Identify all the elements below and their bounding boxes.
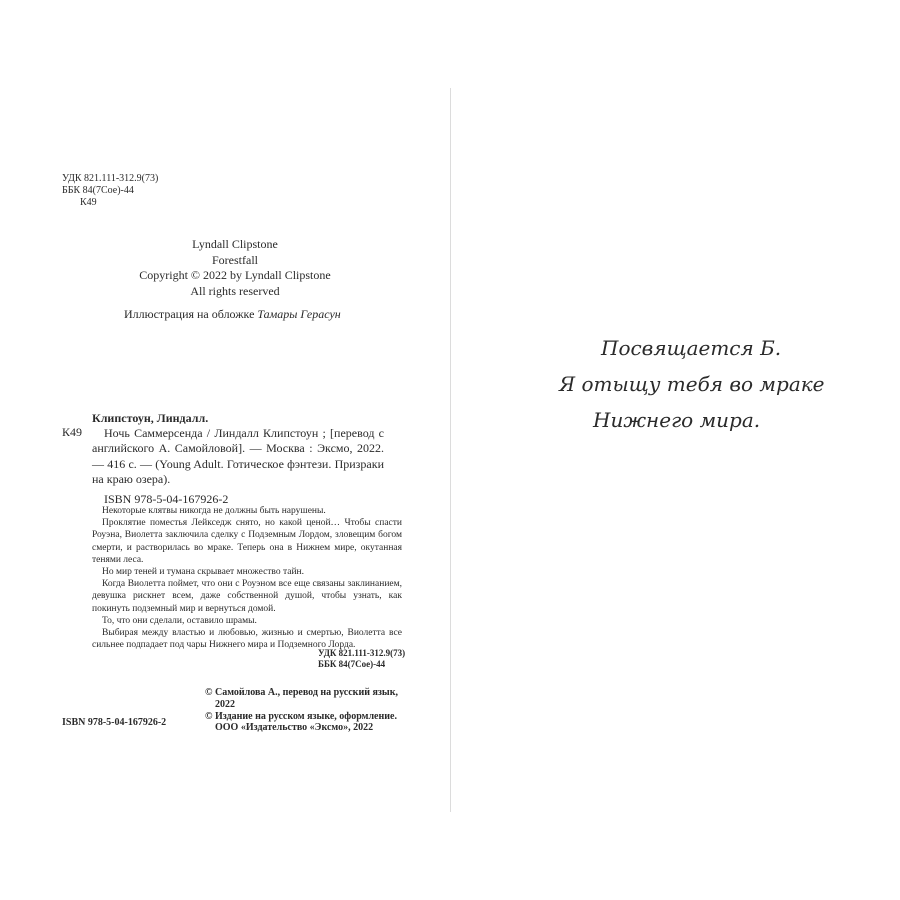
annotation-paragraph: Но мир теней и тумана скрывает множество тайн.	[102, 567, 305, 578]
annotation-paragraph: Выбирая между властью и любовью, жизнью и смертью, Виолетта все сильнее подпадает под чары Нижнего мира и Подземного Лорда.	[92, 628, 402, 651]
translation-copyright: © Самойлова А., перевод на русский язык, 2022	[205, 687, 398, 710]
udk-code: УДК 821.111-312.9(73)	[62, 173, 159, 184]
bbk-code-bottom: ББК 84(7Сое)-44	[318, 659, 386, 669]
dedication-line: Нижнего мира.	[593, 408, 761, 432]
catalog-author: Клипстоун, Линдалл.	[92, 411, 209, 425]
original-credits	[100, 237, 370, 299]
catalog-description: Ночь Саммерсенда / Линдалл Клипстоун ; [перевод с английского А. Самойловой]. — Москва : Эксмо, 2022. — 416 с. — (Young Adult. Готическое фэнтези. Призраки на краю озера).	[92, 426, 384, 486]
right-page	[451, 0, 900, 900]
classification-codes	[62, 173, 158, 209]
copyright-block	[205, 687, 420, 734]
original-title: Forestfall	[212, 252, 258, 267]
original-author: Lyndall Clipstone	[192, 237, 278, 251]
dedication-line: Я отыщу тебя во мраке	[559, 372, 825, 396]
edition-copyright: © Издание на русском языке, оформление. ООО «Издательство «Эксмо», 2022	[205, 710, 397, 734]
catalog-isbn: ISBN 978-5-04-167926-2	[104, 492, 229, 507]
rights-reserved: All rights reserved	[190, 283, 280, 298]
annotation-paragraph: Некоторые клятвы никогда не должны быть нарушены.	[102, 506, 326, 516]
annotation	[92, 505, 402, 651]
bbk-code: ББК 84(7Сое)-44	[62, 185, 134, 196]
catalog-k49: К49	[62, 425, 83, 439]
annotation-paragraph: Проклятие поместья Лейкседж снято, но какой ценой… Чтобы спасти Роуэна, Виолетта заключила сделку с Подземным Лордом, зловещим богом смерти, и растворилась во мраке. Теперь она в Нижнем мире, окутанная тенями леса.	[92, 518, 402, 565]
annotation-paragraph: Когда Виолетта поймет, что они с Роуэном все еще связаны заклинанием, девушка рискнет всем, даже собственной душой, чтобы узнать, как покинуть подземный мир и вернуться домой.	[92, 579, 402, 614]
original-copyright: Copyright © 2022 by Lyndall Clipstone	[139, 268, 331, 282]
dedication	[559, 330, 825, 438]
dedication-line: Посвящается Б.	[601, 336, 782, 360]
illustration-prefix: Иллюстрация на обложке	[124, 307, 258, 321]
classification-codes-bottom	[318, 648, 405, 670]
annotation-paragraph: То, что они сделали, оставило шрамы.	[102, 615, 257, 626]
illustrator-name: Тамары Герасун	[257, 307, 341, 321]
illustration-credit	[124, 307, 341, 322]
bibliographic-record	[92, 411, 384, 507]
udk-code-bottom: УДК 821.111-312.9(73)	[318, 648, 406, 658]
author-sign: К49	[80, 197, 97, 208]
isbn-bottom: ISBN 978-5-04-167926-2	[62, 717, 167, 728]
